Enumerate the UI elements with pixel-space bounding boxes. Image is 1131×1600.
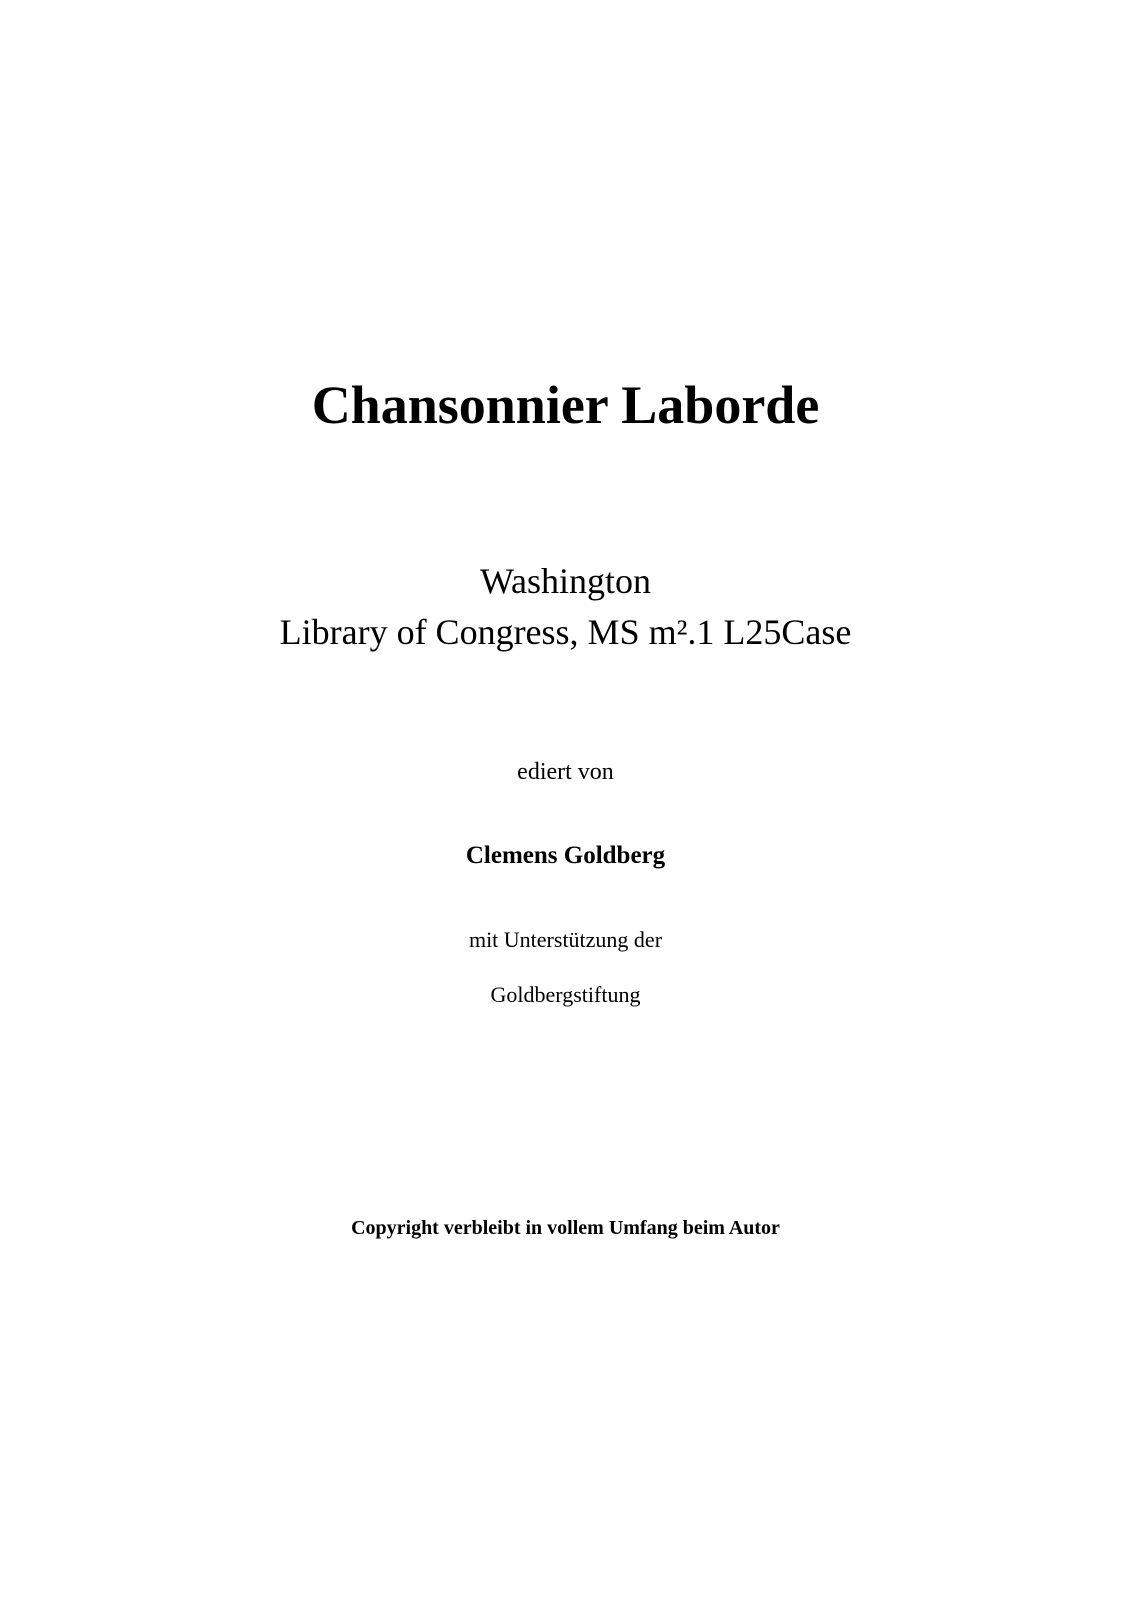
copyright-notice: Copyright verbleibt in vollem Umfang beim Autor	[351, 1217, 780, 1239]
location-city: Washington	[479, 561, 652, 601]
location-shelfmark: Library of Congress, MS m².1 L25Case	[279, 612, 852, 652]
document-title: Chansonnier Laborde	[311, 375, 820, 435]
support-label: mit Unterstützung der	[468, 927, 663, 952]
foundation-name: Goldbergstiftung	[490, 982, 641, 1007]
edited-by-label: ediert von	[517, 759, 614, 785]
editor-name: Clemens Goldberg	[465, 842, 666, 869]
